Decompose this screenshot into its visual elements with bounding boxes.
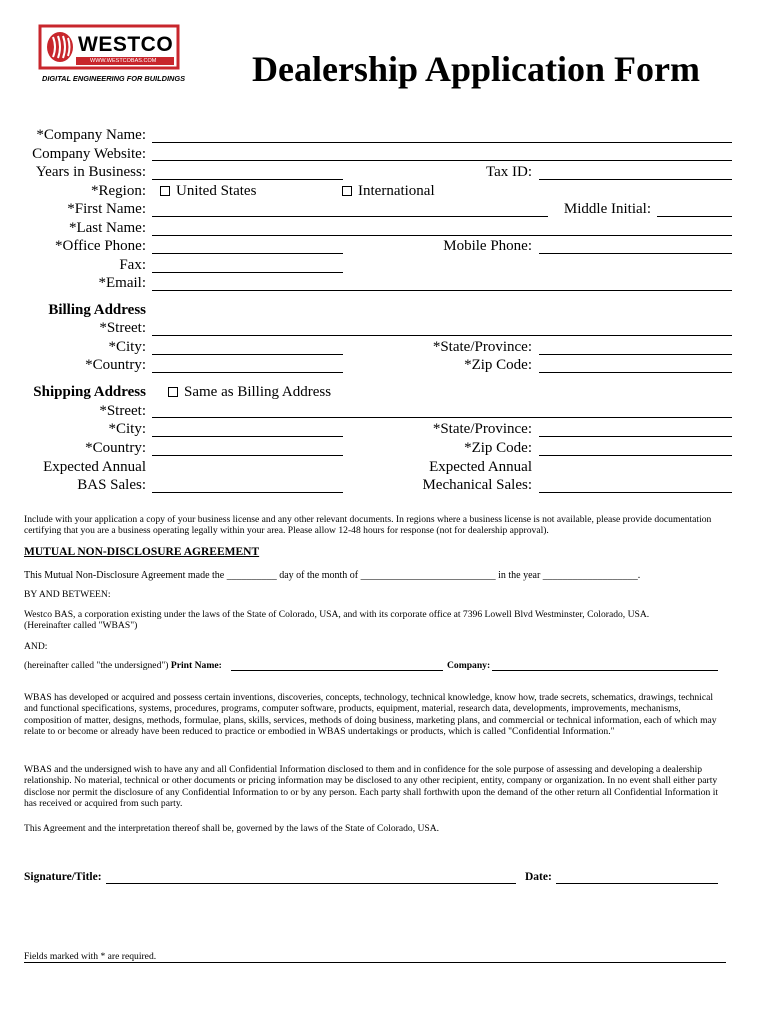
bas-sales-label-line2: BAS Sales: xyxy=(77,477,146,493)
fax-input[interactable] xyxy=(152,272,343,273)
nda-paragraph-1: WBAS has developed or acquired and possess certain inventions, discoveries, concepts, technology, technical knowledge, know how, trade secrets, schematics, drawings, technical and functional specifications, systems, procedures, programs, computer software, products, equipment, material, research data, developments, improvements, mechanisms, composition of matter, designs, methods, formulae, plans, skills, services, methods of doing business, marketing plans, and commercial or technical information, each of which may relate to or become or already have been reduced to practice or embodied in WBAS undertakings or products, which is called "Confidential Information." xyxy=(24,692,717,738)
shipping-country-label: *Country: xyxy=(85,440,146,456)
bas-sales-label-line1: Expected Annual xyxy=(43,459,146,475)
last-name-input[interactable] xyxy=(152,235,732,236)
company-website-label: Company Website: xyxy=(32,146,146,162)
middle-initial-input[interactable] xyxy=(657,216,732,217)
signature-label: Signature/Title: xyxy=(24,871,102,883)
first-name-label: *First Name: xyxy=(67,201,146,217)
nda-and: AND: xyxy=(24,641,48,652)
date-label: Date: xyxy=(525,871,552,883)
region-us-option[interactable] xyxy=(160,182,256,200)
billing-zip-input[interactable] xyxy=(539,372,732,373)
billing-state-input[interactable] xyxy=(539,354,732,355)
billing-zip-label: *Zip Code: xyxy=(464,357,532,373)
company-name-label: *Company Name: xyxy=(36,127,146,143)
middle-initial-label: Middle Initial: xyxy=(563,201,651,217)
shipping-zip-label: *Zip Code: xyxy=(464,440,532,456)
shipping-street-input[interactable] xyxy=(152,417,732,418)
nda-made-line: This Mutual Non-Disclosure Agreement made the __________ day of the month of ___________________________ in the year ___________________. xyxy=(24,570,641,581)
region-label: *Region: xyxy=(91,183,146,199)
tax-id-label: Tax ID: xyxy=(485,164,532,180)
billing-state-label: *State/Province: xyxy=(432,339,532,355)
mobile-phone-input[interactable] xyxy=(539,253,732,254)
email-label: *Email: xyxy=(98,275,146,291)
years-in-business-input[interactable] xyxy=(152,179,343,180)
nda-by-and-between: BY AND BETWEEN: xyxy=(24,589,111,600)
nda-heading: MUTUAL NON-DISCLOSURE AGREEMENT xyxy=(24,546,260,558)
tax-id-input[interactable] xyxy=(539,179,732,180)
mobile-phone-label: Mobile Phone: xyxy=(443,238,532,254)
print-name-input[interactable] xyxy=(231,670,443,671)
mech-sales-label-line2: Mechanical Sales: xyxy=(422,477,532,493)
fax-label: Fax: xyxy=(119,257,146,273)
nda-undersigned-text: (hereinafter called "the undersigned") xyxy=(24,660,169,671)
company-name-input[interactable] xyxy=(152,142,732,143)
company-label: Company: xyxy=(447,660,491,671)
shipping-heading: Shipping Address xyxy=(33,384,146,400)
first-name-input[interactable] xyxy=(152,216,548,217)
logo-brand: WESTCO xyxy=(78,33,174,56)
nda-wbas-paragraph: Westco BAS, a corporation existing under the laws of the State of Colorado, USA, and with its corporate office at 7396 Lowell Blvd Westminster, Colorado, USA. (Hereinafter called "WBAS") xyxy=(24,609,650,632)
last-name-label: *Last Name: xyxy=(68,220,146,236)
mech-sales-input[interactable] xyxy=(539,492,732,493)
region-us-checkbox[interactable] xyxy=(160,186,170,196)
billing-city-input[interactable] xyxy=(152,354,343,355)
company-input[interactable] xyxy=(492,670,718,671)
email-input[interactable] xyxy=(152,290,732,291)
company-website-input[interactable] xyxy=(152,160,732,161)
region-intl-label: International xyxy=(358,183,435,199)
billing-country-input[interactable] xyxy=(152,372,343,373)
shipping-zip-input[interactable] xyxy=(539,455,732,456)
billing-country-label: *Country: xyxy=(85,357,146,373)
shipping-state-label: *State/Province: xyxy=(432,421,532,437)
office-phone-input[interactable] xyxy=(152,253,343,254)
westco-logo xyxy=(38,24,186,88)
same-as-billing-label: Same as Billing Address xyxy=(184,384,332,400)
office-phone-label: *Office Phone: xyxy=(55,238,146,254)
region-intl-checkbox[interactable] xyxy=(342,186,352,196)
shipping-city-label: *City: xyxy=(108,421,146,437)
same-as-billing-option[interactable] xyxy=(168,383,331,401)
print-name-label: Print Name: xyxy=(170,660,222,671)
footer-required-note: Fields marked with * are required. xyxy=(24,951,157,962)
footer-divider xyxy=(24,962,726,963)
region-intl-option[interactable] xyxy=(342,182,435,200)
shipping-city-input[interactable] xyxy=(152,436,343,437)
nda-paragraph-2: WBAS and the undersigned wish to have any and all Confidential Information disclosed to them and in confidence for the sole purpose of assessing and developing a dealership relationship. No material, technical or other documents or pricing information may be disclosed to any other recipient, entity, company or organization. In no event shall either party disclose nor permit the disclosure of any Confidential Information to or by any person. Each party shall forthwith upon the demand of the other return all Confidential Information it has received or acquired from such party. xyxy=(24,764,719,810)
billing-street-label: *Street: xyxy=(99,320,146,336)
logo-url: WWW.WESTCOBAS.COM xyxy=(90,58,157,64)
years-in-business-label: Years in Business: xyxy=(35,164,146,180)
nda-paragraph-3: This Agreement and the interpretation thereof shall be, governed by the laws of the State of Colorado, USA. xyxy=(24,823,440,834)
billing-street-input[interactable] xyxy=(152,335,732,336)
signature-input[interactable] xyxy=(106,883,516,884)
form-title: Dealership Application Form xyxy=(252,49,700,89)
shipping-street-label: *Street: xyxy=(99,403,146,419)
region-us-label: United States xyxy=(176,183,257,199)
mech-sales-label-line1: Expected Annual xyxy=(429,459,532,475)
signature-label-text: Signature/Title xyxy=(24,871,98,883)
date-input[interactable] xyxy=(556,883,718,884)
logo-tagline: DIGITAL ENGINEERING FOR BUILDINGS xyxy=(42,74,186,83)
shipping-country-input[interactable] xyxy=(152,455,343,456)
billing-city-label: *City: xyxy=(108,339,146,355)
shipping-state-input[interactable] xyxy=(539,436,732,437)
same-as-billing-checkbox[interactable] xyxy=(168,387,178,397)
instructions-text: Include with your application a copy of your business license and any other relevant documents. In regions where a business license is not available, please provide documentation certifying that you are a business operating legally within your area. Please allow 12-48 hours for response (not for dealership approval). xyxy=(24,514,712,537)
bas-sales-input[interactable] xyxy=(152,492,343,493)
nda-undersigned xyxy=(24,660,222,671)
billing-heading: Billing Address xyxy=(48,302,146,318)
